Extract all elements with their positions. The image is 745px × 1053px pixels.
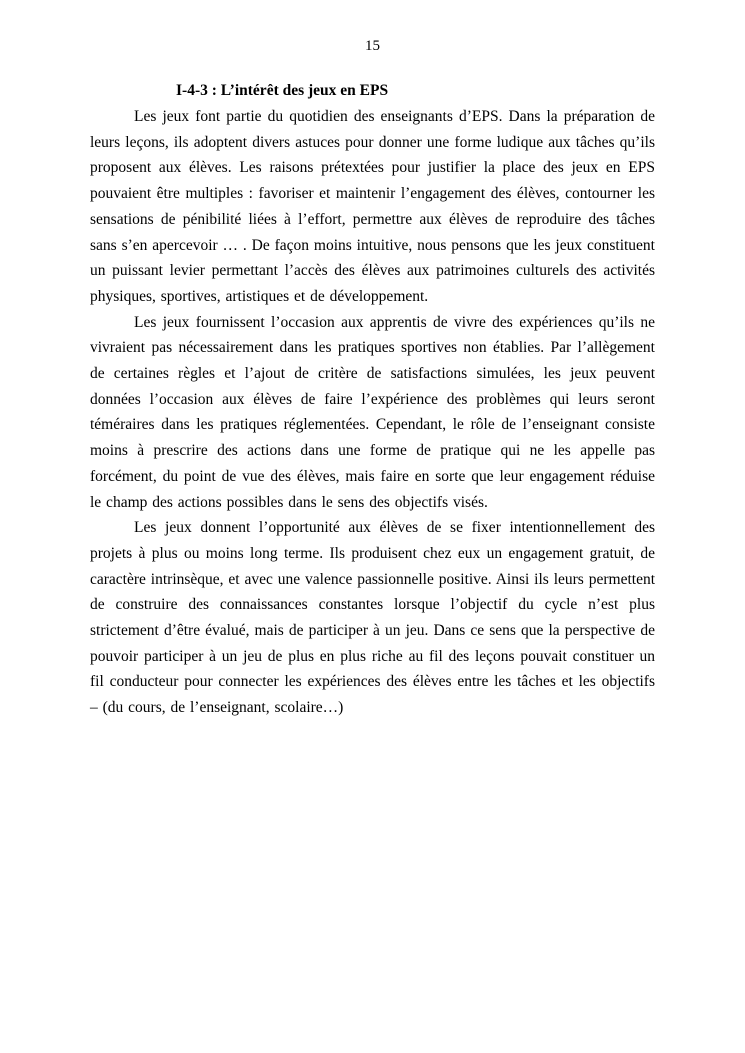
section-heading: I-4-3 : L’intérêt des jeux en EPS (176, 82, 389, 99)
paragraph: Les jeux donnent l’opportunité aux élèves de se fixer intentionnellement des projets à plus ou moins long terme. Ils produisent chez eux un engagement gratuit, de caractère intrinsèque, et avec une valence passionnelle positive. Ainsi ils leurs permettent de construire des connaissances constantes lorsque l’objectif du cycle n’est plus strictement d’être évalué, mais de participer à un jeu. Dans ce sens que la perspective de pouvoir participer à un jeu de plus en plus riche au fil des leçons pouvait constituer un fil conducteur pour connecter les expériences des élèves entre les tâches et les objectifs – (du cours, de l’enseignant, scolaire…) (90, 519, 655, 717)
paragraph: Les jeux fournissent l’occasion aux apprentis de vivre des expériences qu’ils ne vivraient pas nécessairement dans les pratiques sportives non établies. Par l’allègement de certaines règles et l’ajout de critère de satisfactions simulées, les jeux peuvent données l’occasion aux élèves de faire l’expérience des problèmes qui leurs seront téméraires dans les pratiques réglementées. Cependant, le rôle de l’enseignant consiste moins à prescrire des actions dans une forme de pratique qui ne les appelle pas forcément, du point de vue des élèves, mais faire en sorte que leur engagement réduise le champ des actions possibles dans le sens des objectifs visés. (90, 313, 655, 511)
document-body (90, 104, 655, 721)
page-number: 15 (365, 38, 380, 54)
paragraph: Les jeux font partie du quotidien des enseignants d’EPS. Dans la préparation de leurs leçons, ils adoptent divers astuces pour donner une forme ludique aux tâches qu’ils proposent aux élèves. Les raisons prétextées pour justifier la place des jeux en EPS pouvaient être multiples : favoriser et maintenir l’engagement des élèves, contourner les sensations de pénibilité liées à l’effort, permettre aux élèves de reproduire des tâches sans s’en apercevoir … . De façon moins intuitive, nous pensons que les jeux constituent un puissant levier permettant l’accès des élèves aux patrimoines culturels des activités physiques, sportives, artistiques et de développement. (90, 108, 655, 305)
